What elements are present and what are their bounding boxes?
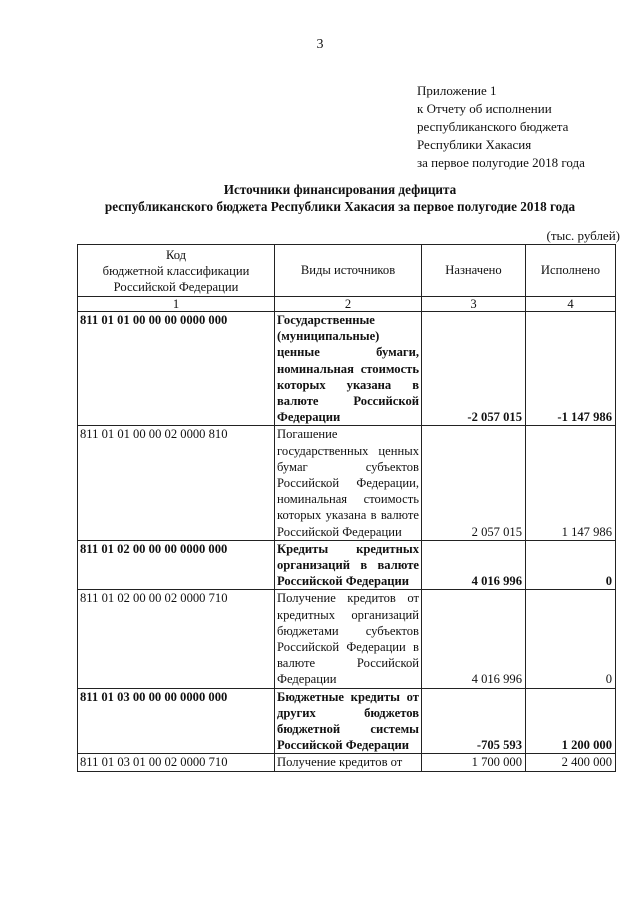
column-number: 3 [422,297,526,312]
title-line: республиканского бюджета Республики Хакасия за первое полугодие 2018 года [104,199,576,214]
table-row [78,754,616,771]
header-name: Виды источников [275,245,422,297]
financing-sources-table [77,244,616,772]
row-code: 811 01 03 01 00 02 0000 710 [78,754,275,771]
row-code: 811 01 03 00 00 00 0000 000 [78,688,275,754]
header-code-line: Российской Федерации [113,280,239,294]
header-code-line: бюджетной классификации [102,264,250,278]
column-number: 4 [526,297,616,312]
row-name: Государственные (муниципальные) ценные бумаги, номинальная стоимость которых указана в валюте Российской Федерации [275,312,422,426]
table-row [78,312,616,426]
table-header-row [78,245,616,297]
row-executed: 0 [526,540,616,590]
column-number: 1 [78,297,275,312]
row-assigned: 2 057 015 [422,426,526,540]
header-code [78,245,275,297]
row-code: 811 01 02 00 00 00 0000 000 [78,540,275,590]
row-name: Кредиты кредитных организаций в валюте Российской Федерации [275,540,422,590]
row-assigned: 4 016 996 [422,590,526,688]
table-row [78,688,616,754]
row-name: Погашение государственных ценных бумаг субъектов Российской Федерации, номинальная стоимость которых указана в валюте Российской Федерации [275,426,422,540]
document-title [60,181,620,215]
row-assigned: 4 016 996 [422,540,526,590]
row-executed: 2 400 000 [526,754,616,771]
appendix-line: республиканского бюджета [417,119,569,134]
appendix-note [417,82,637,172]
header-executed: Исполнено [526,245,616,297]
header-assigned: Назначено [422,245,526,297]
row-name: Бюджетные кредиты от других бюджетов бюджетной системы Российской Федерации [275,688,422,754]
row-code: 811 01 02 00 00 02 0000 710 [78,590,275,688]
table-row [78,540,616,590]
appendix-line: Республики Хакасия [417,137,532,152]
header-code-line: Код [165,248,187,262]
table-row [78,426,616,540]
units-label: (тыс. рублей) [546,228,620,243]
row-name: Получение кредитов от [275,754,422,771]
row-code: 811 01 01 00 00 00 0000 000 [78,312,275,426]
row-assigned: -2 057 015 [422,312,526,426]
appendix-line: к Отчету об исполнении [417,101,552,116]
row-assigned: 1 700 000 [422,754,526,771]
appendix-line: за первое полугодие 2018 года [417,155,585,170]
row-executed: -1 147 986 [526,312,616,426]
column-number: 2 [275,297,422,312]
title-line: Источники финансирования дефицита [223,182,457,197]
row-code: 811 01 01 00 00 02 0000 810 [78,426,275,540]
row-name: Получение кредитов от кредитных организаций бюджетами субъектов Российской Федерации в валюте Российской Федерации [275,590,422,688]
row-executed: 1 200 000 [526,688,616,754]
row-executed: 1 147 986 [526,426,616,540]
appendix-line: Приложение 1 [417,83,497,98]
page-number: 3 [316,37,324,52]
row-executed: 0 [526,590,616,688]
table-column-numbers-row [78,297,616,312]
row-assigned: -705 593 [422,688,526,754]
table-row [78,590,616,688]
